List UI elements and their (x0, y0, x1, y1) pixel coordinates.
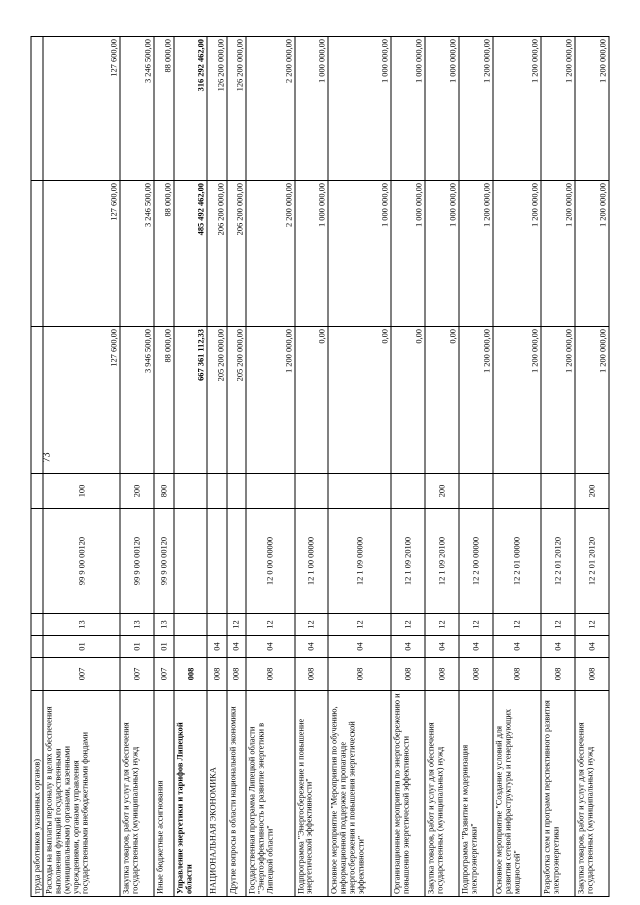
row-target-article (31, 509, 43, 614)
row-target-article (227, 509, 246, 614)
row-sum-1: 88 000,00 (154, 327, 173, 474)
row-sum-2 (31, 181, 43, 327)
table-row (541, 37, 575, 897)
row-sum-3: 1 000 000,00 (295, 37, 329, 181)
row-expense-type: 200 (425, 474, 459, 509)
row-sum-1: 0,00 (425, 327, 459, 474)
table-row (154, 37, 173, 897)
row-grbs: 008 (295, 658, 329, 691)
row-sum-1: 1 200 000,00 (575, 327, 609, 474)
row-sum-3: 1 200 000,00 (541, 37, 575, 181)
budget-table-sheet (31, 37, 610, 897)
row-grbs: 007 (154, 658, 173, 691)
row-section (174, 636, 208, 658)
row-sum-2: 1 000 000,00 (425, 181, 459, 327)
row-subsection: 12 (227, 614, 246, 636)
row-target-article: 12 2 01 00000 (493, 509, 541, 614)
row-section: 04 (541, 636, 575, 658)
row-sum-2: 1 200 000,00 (541, 181, 575, 327)
row-expense-type (246, 474, 294, 509)
row-sum-2: 2 200 000,00 (246, 181, 294, 327)
row-grbs: 008 (575, 658, 609, 691)
row-sum-3: 127 600,00 (43, 37, 120, 181)
row-name: Основное мероприятие "Создание условий для развития сетевой инфраструктуры и генерирующих мощностей" (493, 691, 541, 897)
row-subsection: 12 (575, 614, 609, 636)
row-sum-3: 316 292 462,00 (174, 37, 208, 181)
row-expense-type: 200 (575, 474, 609, 509)
row-section: 04 (459, 636, 493, 658)
row-sum-1: 1 200 000,00 (459, 327, 493, 474)
row-sum-3: 1 000 000,00 (328, 37, 391, 181)
row-subsection: 13 (120, 614, 154, 636)
row-sum-2: 1 200 000,00 (493, 181, 541, 327)
row-target-article (207, 509, 226, 614)
row-sum-1: 1 200 000,00 (246, 327, 294, 474)
row-target-article: 12 2 00 00000 (459, 509, 493, 614)
row-name: Организационные мероприятия по энергосбережению и повышению энергетической эффективности (391, 691, 425, 897)
table-row (227, 37, 246, 897)
row-expense-type (493, 474, 541, 509)
table-row (246, 37, 294, 897)
row-grbs: 008 (391, 658, 425, 691)
table-row (575, 37, 609, 897)
row-section: 04 (295, 636, 329, 658)
table-row (120, 37, 154, 897)
row-sum-2: 1 000 000,00 (391, 181, 425, 327)
row-subsection: 12 (541, 614, 575, 636)
row-grbs: 008 (459, 658, 493, 691)
row-section: 04 (575, 636, 609, 658)
row-name: Основное мероприятие "Мероприятия по обучению, информационной поддержке и пропаганде энергосбережения и повышения энергетической эффективности" (328, 691, 391, 897)
row-sum-2: 1 200 000,00 (459, 181, 493, 327)
row-name: Иные бюджетные ассигнования (154, 691, 173, 897)
row-sum-2: 1 200 000,00 (575, 181, 609, 327)
row-name: Разработка схем и программ перспективного развития электроэнергетики (541, 691, 575, 897)
row-name: Государственная программа Липецкой области "Энергоэффективность и развитие энергетики в Липецкой области" (246, 691, 294, 897)
row-subsection: 13 (154, 614, 173, 636)
row-subsection: 12 (246, 614, 294, 636)
row-target-article: 12 1 00 00000 (295, 509, 329, 614)
row-sum-3: 126 200 000,00 (227, 37, 246, 181)
row-section: 04 (425, 636, 459, 658)
row-grbs: 008 (207, 658, 226, 691)
row-expense-type (541, 474, 575, 509)
row-grbs: 008 (328, 658, 391, 691)
row-subsection (174, 614, 208, 636)
table-row (493, 37, 541, 897)
row-grbs: 008 (174, 658, 208, 691)
row-grbs: 008 (246, 658, 294, 691)
row-sum-3: 3 246 500,00 (120, 37, 154, 181)
row-name: Подпрограмма "Развитие и модернизация электроэнергетики" (459, 691, 493, 897)
row-section: 04 (227, 636, 246, 658)
table-row (43, 37, 120, 897)
row-sum-3: 1 200 000,00 (459, 37, 493, 181)
row-sum-3 (31, 37, 43, 181)
row-sum-1: 0,00 (295, 327, 329, 474)
row-name: Подпрограмма "Энергосбережение и повышение энергетической эффективности" (295, 691, 329, 897)
row-expense-type (227, 474, 246, 509)
row-expense-type: 200 (120, 474, 154, 509)
row-target-article: 12 1 09 20100 (391, 509, 425, 614)
row-subsection (207, 614, 226, 636)
row-target-article: 12 1 09 20100 (425, 509, 459, 614)
row-section: 04 (246, 636, 294, 658)
row-section: 01 (43, 636, 120, 658)
row-sum-2: 1 000 000,00 (328, 181, 391, 327)
row-sum-1: 667 361 112,33 (174, 327, 208, 474)
row-section (31, 636, 43, 658)
row-sum-2: 206 200 000,00 (227, 181, 246, 327)
table-row (31, 37, 43, 897)
row-expense-type (174, 474, 208, 509)
row-subsection: 12 (328, 614, 391, 636)
row-section: 04 (391, 636, 425, 658)
row-name: НАЦИОНАЛЬНАЯ ЭКОНОМИКА (207, 691, 226, 897)
row-sum-1: 127 600,00 (43, 327, 120, 474)
row-target-article (174, 509, 208, 614)
row-subsection: 12 (391, 614, 425, 636)
row-target-article: 99 9 00 00120 (43, 509, 120, 614)
table-row (207, 37, 226, 897)
row-sum-1: 1 200 000,00 (541, 327, 575, 474)
row-grbs: 008 (541, 658, 575, 691)
row-target-article: 99 9 00 00120 (154, 509, 173, 614)
row-sum-2: 3 246 500,00 (120, 181, 154, 327)
row-expense-type (328, 474, 391, 509)
row-grbs: 008 (493, 658, 541, 691)
row-subsection: 12 (493, 614, 541, 636)
row-name: Управление энергетики и тарифов Липецкой области (174, 691, 208, 897)
row-sum-3: 1 000 000,00 (391, 37, 425, 181)
row-name: Другие вопросы в области национальной экономики (227, 691, 246, 897)
row-target-article: 12 0 00 00000 (246, 509, 294, 614)
row-grbs: 007 (43, 658, 120, 691)
row-sum-1: 0,00 (391, 327, 425, 474)
row-sum-3: 2 200 000,00 (246, 37, 294, 181)
row-subsection: 12 (295, 614, 329, 636)
row-subsection: 12 (459, 614, 493, 636)
row-sum-2: 206 200 000,00 (207, 181, 226, 327)
table-row (391, 37, 425, 897)
row-name: Закупка товаров, работ и услуг для обеспечения государственных (муниципальных) нужд (425, 691, 459, 897)
row-expense-type (207, 474, 226, 509)
budget-table (31, 36, 610, 897)
row-section: 04 (493, 636, 541, 658)
row-name: Закупка товаров, работ и услуг для обеспечения государственных (муниципальных) нужд (120, 691, 154, 897)
row-sum-1: 1 200 000,00 (493, 327, 541, 474)
row-section: 01 (120, 636, 154, 658)
row-grbs: 008 (227, 658, 246, 691)
row-expense-type (459, 474, 493, 509)
row-sum-1 (31, 327, 43, 474)
row-section: 01 (154, 636, 173, 658)
row-sum-3: 1 200 000,00 (575, 37, 609, 181)
row-name: Закупка товаров, работ и услуг для обеспечения государственных (муниципальных) нужд (575, 691, 609, 897)
row-expense-type (31, 474, 43, 509)
row-target-article: 12 2 01 20120 (541, 509, 575, 614)
row-grbs (31, 658, 43, 691)
row-sum-1: 3 946 500,00 (120, 327, 154, 474)
row-subsection (31, 614, 43, 636)
row-expense-type: 100 (43, 474, 120, 509)
table-row (295, 37, 329, 897)
table-row (328, 37, 391, 897)
row-sum-3: 1 200 000,00 (493, 37, 541, 181)
row-sum-2: 127 600,00 (43, 181, 120, 327)
row-sum-1: 205 200 000,00 (227, 327, 246, 474)
row-sum-3: 1 000 000,00 (425, 37, 459, 181)
table-row (459, 37, 493, 897)
row-grbs: 007 (120, 658, 154, 691)
row-subsection: 13 (43, 614, 120, 636)
row-sum-1: 205 200 000,00 (207, 327, 226, 474)
row-expense-type (391, 474, 425, 509)
row-target-article: 12 2 01 20120 (575, 509, 609, 614)
row-sum-3: 88 000,00 (154, 37, 173, 181)
page-number: 73 (41, 452, 53, 463)
row-expense-type (295, 474, 329, 509)
row-sum-2: 88 000,00 (154, 181, 173, 327)
row-expense-type: 800 (154, 474, 173, 509)
row-section: 04 (207, 636, 226, 658)
row-name: Расходы на выплаты персоналу в целях обеспечения выполнения функций государственными (муниципальными) органами, казенными учреждениями, органами управления государственными внебюджетными фондами (43, 691, 120, 897)
table-row (174, 37, 208, 897)
row-sum-1: 0,00 (328, 327, 391, 474)
row-name: труда работников указанных органов) (31, 691, 43, 897)
table-row (425, 37, 459, 897)
row-sum-2: 485 492 462,00 (174, 181, 208, 327)
row-grbs: 008 (425, 658, 459, 691)
row-subsection: 12 (425, 614, 459, 636)
row-section: 04 (328, 636, 391, 658)
row-target-article: 12 1 09 00000 (328, 509, 391, 614)
row-target-article: 99 9 00 00120 (120, 509, 154, 614)
row-sum-2: 1 000 000,00 (295, 181, 329, 327)
row-sum-3: 126 200 000,00 (207, 37, 226, 181)
